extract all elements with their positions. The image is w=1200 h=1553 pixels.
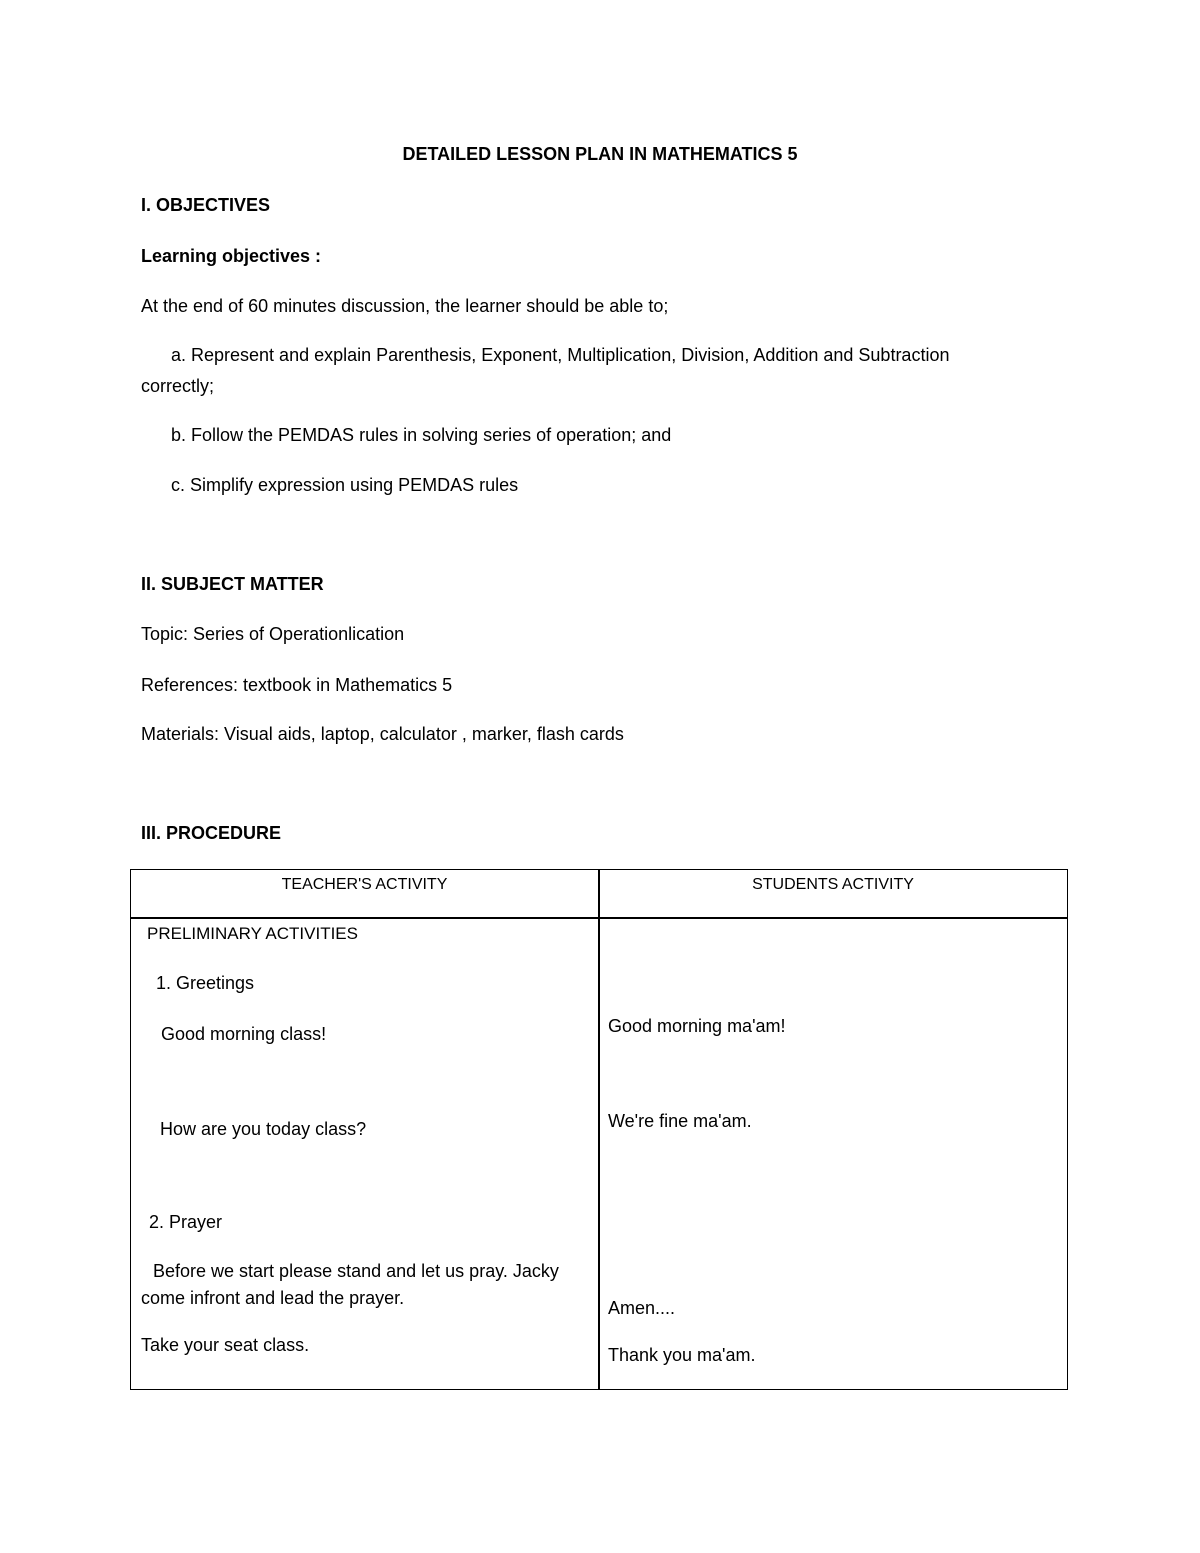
procedure-heading: III. PROCEDURE: [141, 823, 282, 843]
students-greeting-reply: Good morning ma'am!: [608, 1016, 786, 1036]
teacher-take-seat: Take your seat class.: [141, 1335, 310, 1355]
students-thanks: Thank you ma'am.: [608, 1345, 756, 1365]
objective-b: b. Follow the PEMDAS rules in solving series of operation; and: [171, 425, 672, 445]
teacher-how-are-you: How are you today class?: [160, 1119, 367, 1139]
objective-c: c. Simplify expression using PEMDAS rules: [171, 475, 519, 495]
students-activity-header: STUDENTS ACTIVITY: [752, 876, 914, 893]
preliminary-activities-label: PRELIMINARY ACTIVITIES: [147, 924, 358, 943]
topic-line: Topic: Series of Operationlication: [141, 624, 405, 644]
subject-matter-heading: II. SUBJECT MATTER: [141, 574, 324, 594]
teacher-greeting: Good morning class!: [161, 1024, 327, 1044]
objectives-heading: I. OBJECTIVES: [141, 195, 271, 215]
references-line: References: textbook in Mathematics 5: [141, 675, 453, 695]
students-fine-reply: We're fine ma'am.: [608, 1111, 752, 1131]
procedure-table: [130, 869, 1068, 1390]
table-header-divider: [131, 917, 1067, 919]
objective-a-line1: a. Represent and explain Parenthesis, Exponent, Multiplication, Division, Addition and Subtraction: [171, 345, 950, 365]
teacher-activity-header: TEACHER'S ACTIVITY: [281, 876, 448, 893]
teacher-prayer-line2: come infront and lead the prayer.: [141, 1288, 405, 1308]
document-title: DETAILED LESSON PLAN IN MATHEMATICS 5: [402, 144, 798, 164]
objective-a-line2: correctly;: [141, 376, 215, 396]
table-column-divider: [598, 870, 600, 1389]
students-amen: Amen....: [608, 1298, 676, 1318]
prayer-label: 2. Prayer: [149, 1212, 223, 1232]
teacher-prayer-line1: Before we start please stand and let us pray. Jacky: [153, 1261, 559, 1281]
objectives-intro: At the end of 60 minutes discussion, the learner should be able to;: [141, 296, 669, 316]
greetings-label: 1. Greetings: [156, 973, 255, 993]
materials-line: Materials: Visual aids, laptop, calculator , marker, flash cards: [141, 724, 624, 744]
learning-objectives-subheading: Learning objectives :: [141, 246, 322, 266]
